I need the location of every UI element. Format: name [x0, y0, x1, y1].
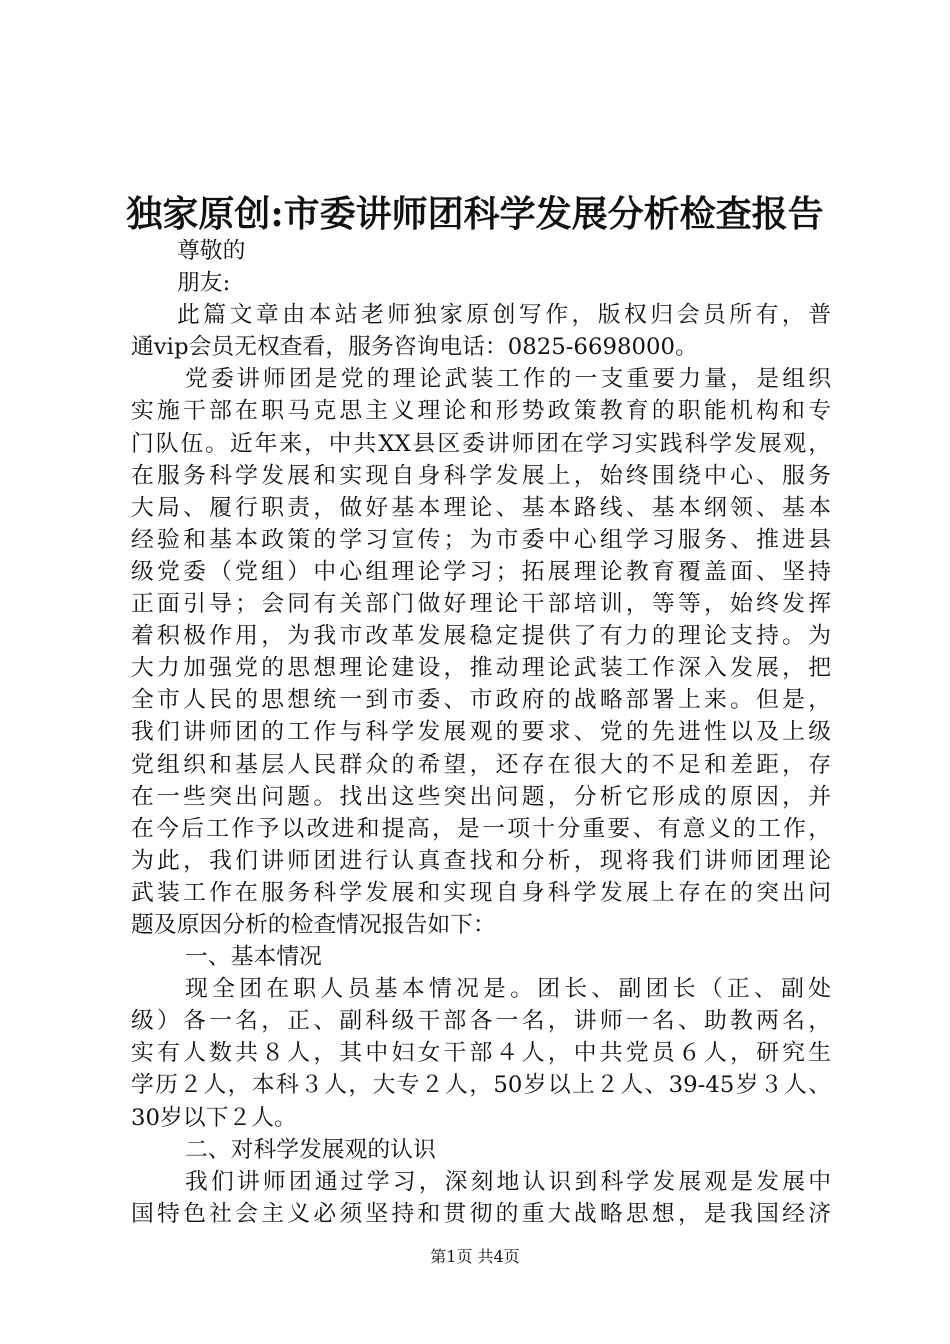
paragraph-line: 在今后工作予以改进和提高，是一项十分重要、有意义的工作，	[131, 815, 831, 842]
paragraph-line: 为此，我们讲师团进行认真查找和分析，现将我们讲师团理论	[131, 847, 831, 874]
paragraph-line: 国特色社会主义必须坚持和贯彻的重大战略思想，是我国经济	[131, 1200, 831, 1227]
document-title: 独家原创:市委讲师团科学发展分析检查报告	[126, 193, 824, 235]
paragraph-line: 题及原因分析的检查情况报告如下：	[131, 911, 496, 938]
section-heading: 一、基本情况	[185, 944, 322, 971]
paragraph-line: 级党委（党组）中心组理论学习；拓展理论教育覆盖面、坚持	[131, 558, 831, 585]
paragraph-line: 武装工作在服务科学发展和实现自身科学发展上存在的突出问	[131, 879, 831, 906]
paragraph-line: 在一些突出问题。找出这些突出问题，分析它形成的原因，并	[131, 783, 831, 810]
notice-line: 通vip会员无权查看，服务咨询电话：0825-6698000。	[131, 334, 698, 361]
paragraph-line: 正面引导；会同有关部门做好理论干部培训，等等，始终发挥	[131, 591, 831, 618]
paragraph-line: 党委讲师团是党的理论武装工作的一支重要力量，是组织	[185, 366, 831, 393]
paragraph-line: 全市人民的思想统一到市委、市政府的战略部署上来。但是，	[131, 687, 831, 714]
paragraph-line: 现全团在职人员基本情况是。团长、副团长（正、副处	[185, 976, 831, 1003]
paragraph-line: 着积极作用，为我市改革发展稳定提供了有力的理论支持。为	[131, 623, 831, 650]
notice-line: 此篇文章由本站老师独家原创写作，版权归会员所有，普	[177, 302, 831, 329]
paragraph-line: 实施干部在职马克思主义理论和形势政策教育的职能机构和专	[131, 398, 831, 425]
section-heading: 二、对科学发展观的认识	[185, 1136, 436, 1163]
greeting-line-2: 朋友:	[177, 270, 231, 297]
paragraph-line: 大力加强党的思想理论建设，推动理论武装工作深入发展，把	[131, 655, 831, 682]
page-number: 第1页 共4页	[430, 1247, 520, 1266]
paragraph-line: 我们讲师团通过学习，深刻地认识到科学发展观是发展中	[185, 1168, 831, 1195]
paragraph-line: 在服务科学发展和实现自身科学发展上，始终围绕中心、服务	[131, 462, 831, 489]
document-body	[131, 235, 831, 1230]
paragraph-line: 我们讲师团的工作与科学发展观的要求、党的先进性以及上级	[131, 719, 831, 746]
paragraph-line: 级）各一名，正、副科级干部各一名，讲师一名、助教两名，	[131, 1008, 831, 1035]
paragraph-line: 大局、履行职责，做好基本理论、基本路线、基本纲领、基本	[131, 494, 831, 521]
paragraph-line: 经验和基本政策的学习宣传；为市委中心组学习服务、推进县	[131, 526, 831, 553]
paragraph-line: 实有人数共８人，其中妇女干部４人，中共党员６人，研究生	[131, 1040, 831, 1067]
greeting-line-1: 尊敬的	[177, 238, 246, 264]
paragraph-line: 门队伍。近年来，中共XX县区委讲师团在学习实践科学发展观，	[131, 430, 831, 457]
paragraph-line: 学历２人，本科３人，大专２人，50岁以上２人、39-45岁３人、	[131, 1072, 831, 1099]
paragraph-line: 党组织和基层人民群众的希望，还存在很大的不足和差距，存	[131, 751, 831, 778]
paragraph-line: 30岁以下２人。	[131, 1104, 297, 1131]
